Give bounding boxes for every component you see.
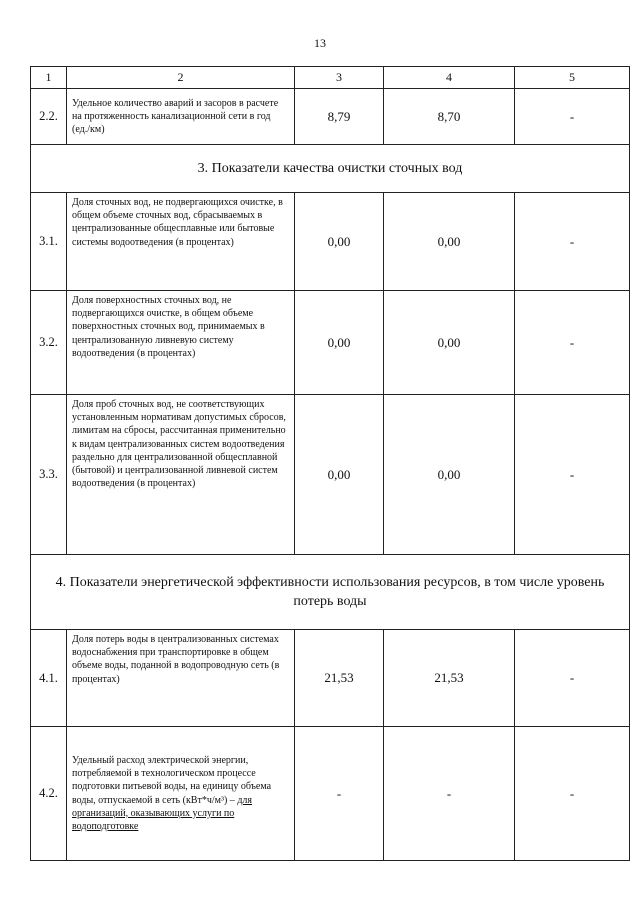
row-number: 3.1. <box>31 193 67 291</box>
indicator-description: Доля проб сточных вод, не соответствующих установленным нормативам допустимых сбросов, лимитам на сбросы, рассчитанная применительно к видам централизованных систем водоотведения раздельно для централизованной общесплавной (бытовой) и централизованной ливневой систем водоотведения (в процентах) <box>67 395 295 555</box>
row-number: 2.2. <box>31 89 67 145</box>
indicators-table <box>30 66 630 861</box>
value-col-4: - <box>384 727 515 861</box>
table-row-3-3 <box>31 395 630 555</box>
value-col-3: 0,00 <box>295 291 384 395</box>
table-row-3-2 <box>31 291 630 395</box>
value-col-3: 8,79 <box>295 89 384 145</box>
row-number: 3.3. <box>31 395 67 555</box>
value-col-5: - <box>515 291 630 395</box>
indicator-description: Доля поверхностных сточных вод, не подвергающихся очистке, в общем объеме поверхностных сточных вод, принимаемых в централизованную ливневую систему водоотведения (в процентах) <box>67 291 295 395</box>
section-4-heading: 4. Показатели энергетической эффективности использования ресурсов, в том числе уровень потерь воды <box>31 555 630 630</box>
table-row-2-2 <box>31 89 630 145</box>
value-col-4: 0,00 <box>384 193 515 291</box>
header-cell-2: 2 <box>67 67 295 89</box>
value-col-3: 21,53 <box>295 630 384 727</box>
header-cell-5: 5 <box>515 67 630 89</box>
indicator-description-underlined: для организаций, оказывающих услуги по водоподготовке <box>72 794 252 832</box>
value-col-5: - <box>515 89 630 145</box>
table-header-row <box>31 67 630 89</box>
value-col-3: - <box>295 727 384 861</box>
value-col-3: 0,00 <box>295 395 384 555</box>
table-row-4-1 <box>31 630 630 727</box>
value-col-5: - <box>515 395 630 555</box>
value-col-5: - <box>515 630 630 727</box>
value-col-5: - <box>515 727 630 861</box>
table-row-3-1 <box>31 193 630 291</box>
indicator-description: Удельное количество аварий и засоров в расчете на протяженность канализационной сети в год (ед./км) <box>67 89 295 145</box>
table-row-4-2 <box>31 727 630 861</box>
value-col-4: 21,53 <box>384 630 515 727</box>
header-cell-3: 3 <box>295 67 384 89</box>
value-col-4: 0,00 <box>384 291 515 395</box>
row-number: 4.2. <box>31 727 67 861</box>
header-cell-1: 1 <box>31 67 67 89</box>
indicator-description: Доля потерь воды в централизованных системах водоснабжения при транспортировке в общем объеме воды, поданной в водопроводную сеть (в процентах) <box>67 630 295 727</box>
value-col-4: 0,00 <box>384 395 515 555</box>
section-heading-row <box>31 555 630 630</box>
indicator-description: Доля сточных вод, не подвергающихся очистке, в общем объеме сточных вод, сбрасываемых в централизованные общесплавные или бытовые системы водоотведения (в процентах) <box>67 193 295 291</box>
indicator-description-main: Удельный расход электрической энергии, потребляемой в технологическом процессе подготовки питьевой воды, на единицу объема воды, отпускаемой в сеть (кВт*ч/м³) – <box>72 754 272 806</box>
page-number: 13 <box>314 36 326 50</box>
row-number: 4.1. <box>31 630 67 727</box>
header-cell-4: 4 <box>384 67 515 89</box>
section-3-heading: 3. Показатели качества очистки сточных вод <box>31 145 630 193</box>
value-col-4: 8,70 <box>384 89 515 145</box>
value-col-5: - <box>515 193 630 291</box>
section-heading-row <box>31 145 630 193</box>
value-col-3: 0,00 <box>295 193 384 291</box>
row-number: 3.2. <box>31 291 67 395</box>
indicator-description <box>67 727 295 861</box>
